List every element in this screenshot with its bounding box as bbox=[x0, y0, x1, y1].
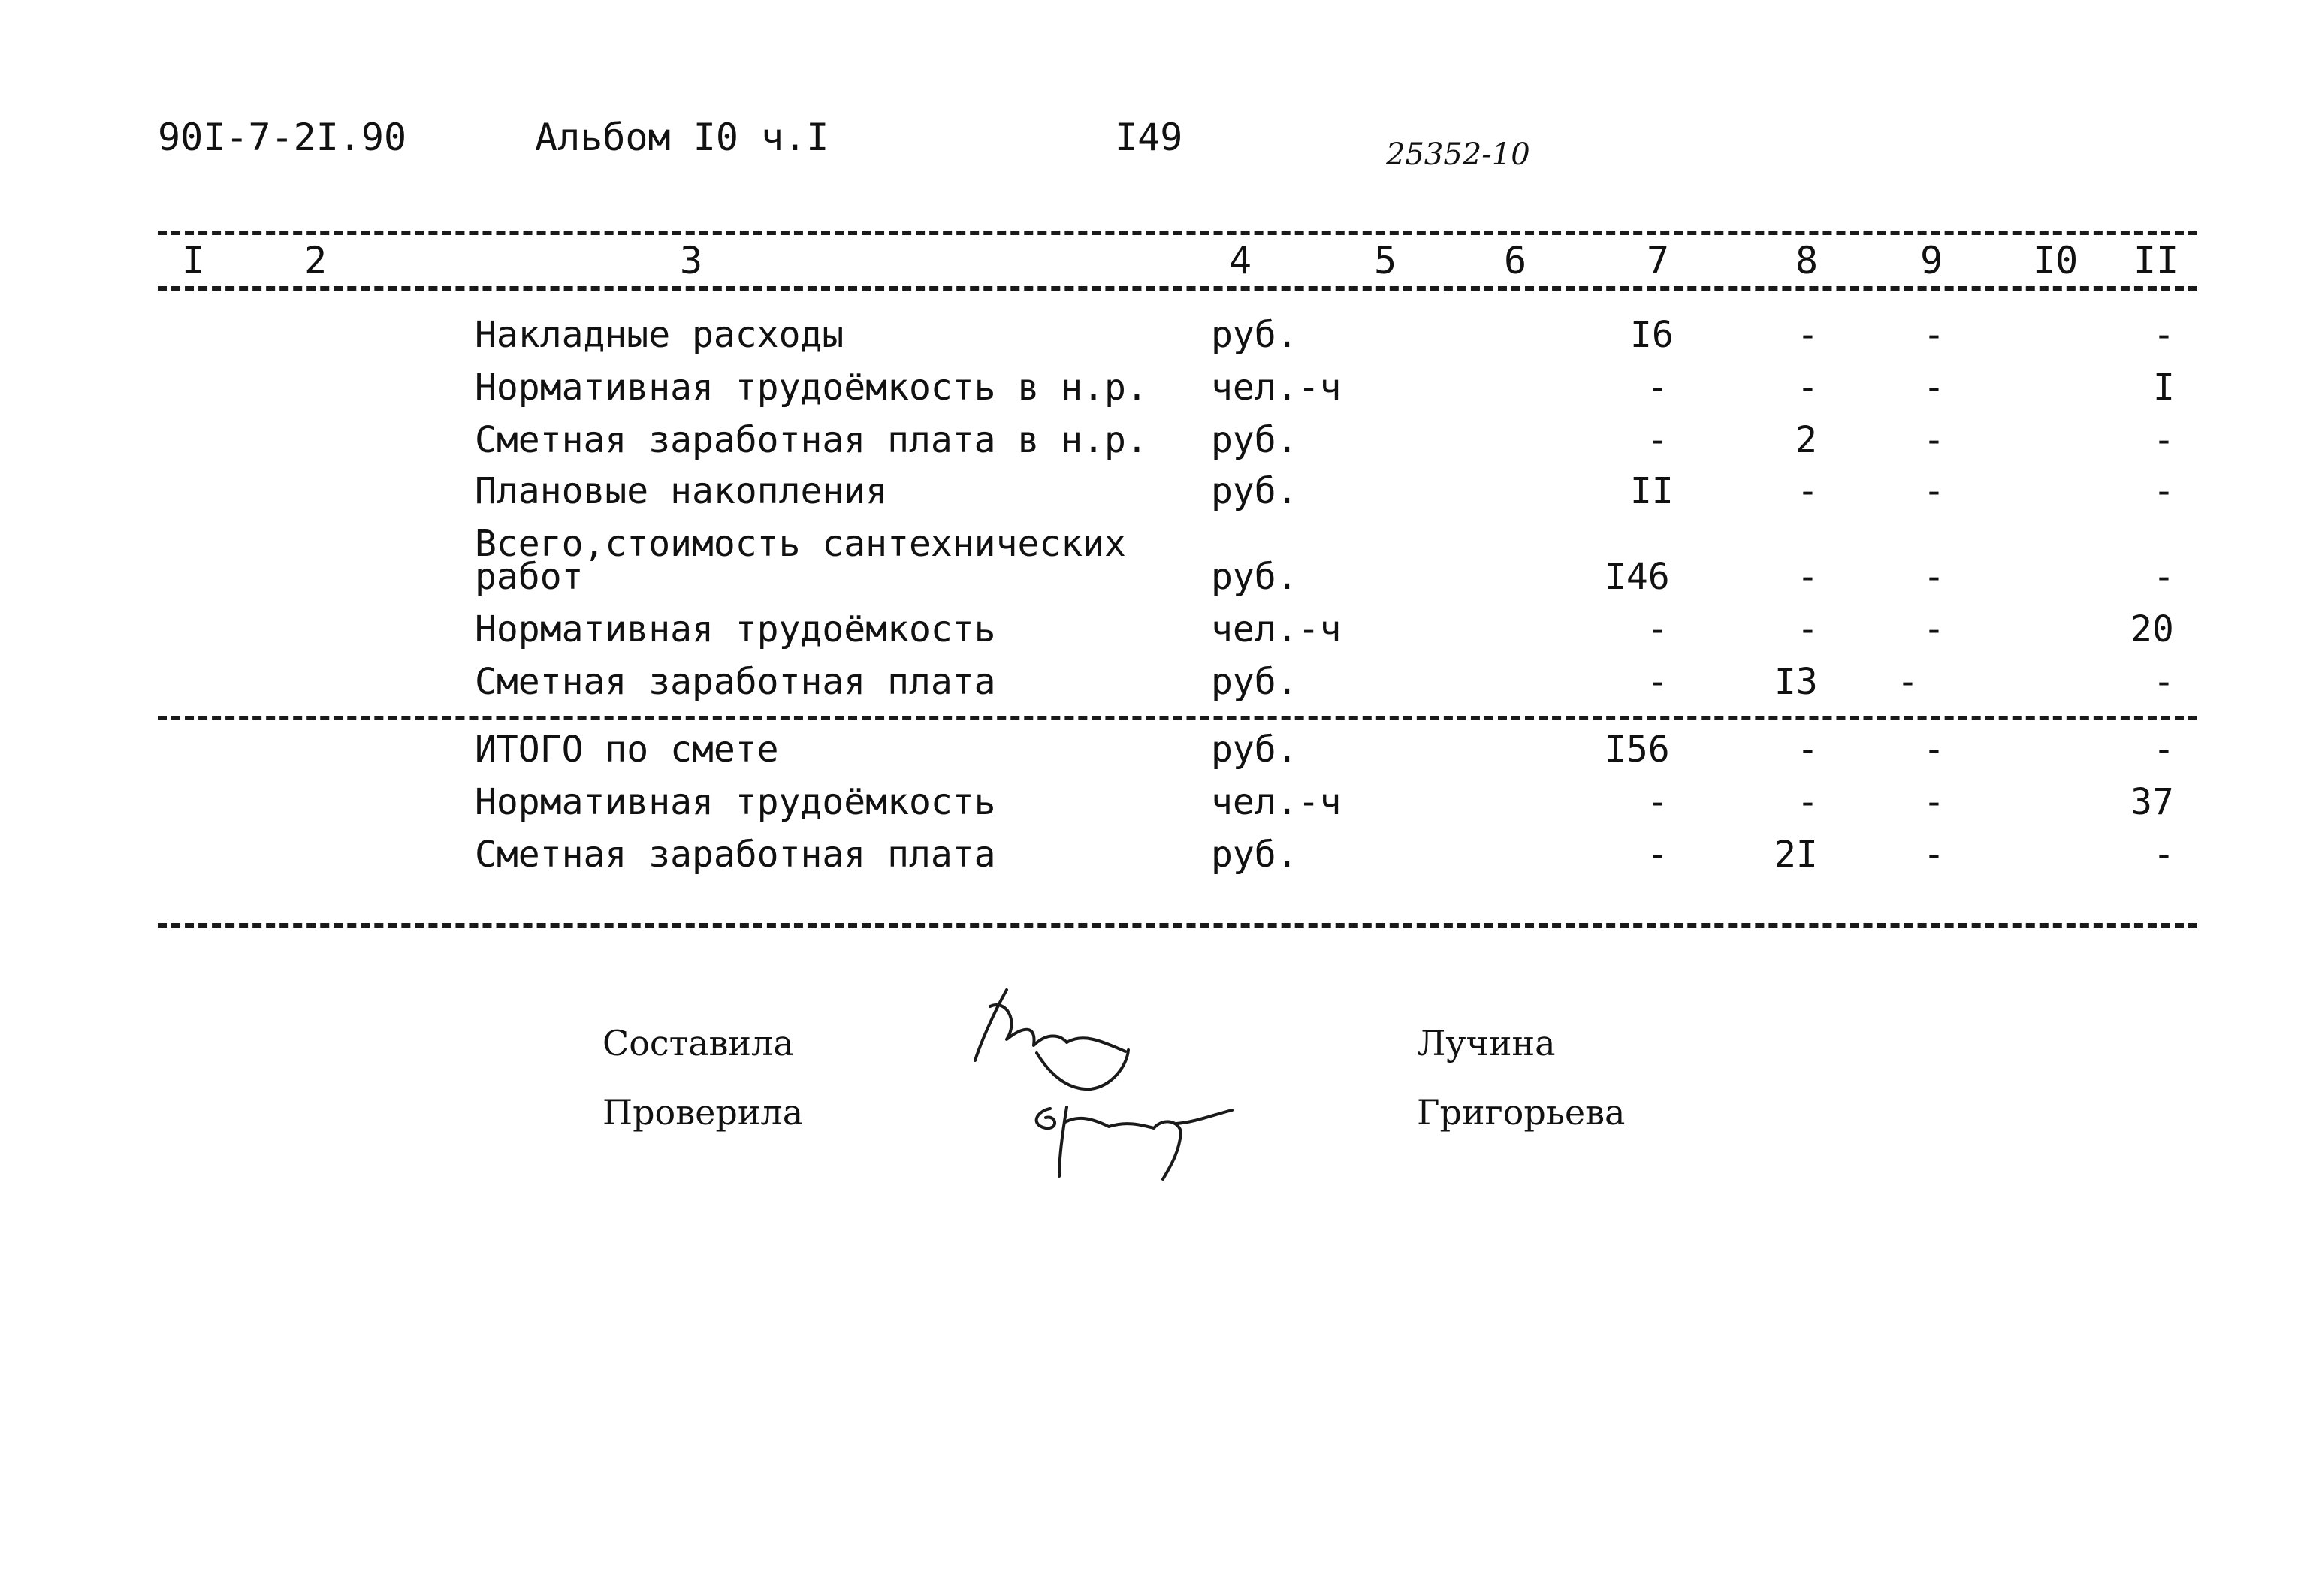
document-code: 90I-7-2I.90 bbox=[158, 116, 407, 159]
cell-col9: - bbox=[1923, 608, 1945, 650]
cell-col9: - bbox=[1923, 314, 1945, 356]
row-unit: руб. bbox=[1211, 314, 1298, 356]
cell-col11: - bbox=[2153, 729, 2175, 771]
cell-col7: - bbox=[1647, 419, 1668, 461]
page-number: I49 bbox=[1115, 116, 1183, 159]
cell-col8: - bbox=[1797, 729, 1819, 771]
cell-col11: - bbox=[2153, 419, 2175, 461]
cell-col9: - bbox=[1923, 834, 1945, 876]
cell-col8: - bbox=[1797, 470, 1819, 512]
row-label: Плановые накопления bbox=[475, 470, 888, 512]
cell-col7: - bbox=[1647, 834, 1668, 876]
row-unit: чел.-ч bbox=[1211, 367, 1342, 409]
row-label: ИТОГО по смете bbox=[475, 729, 779, 771]
cell-col11: - bbox=[2153, 834, 2175, 876]
cell-col11: 37 bbox=[2130, 781, 2174, 823]
album-label: Альбом I0 ч.I bbox=[535, 116, 829, 159]
row-unit: руб. bbox=[1211, 834, 1298, 876]
row-unit: руб. bbox=[1211, 470, 1298, 512]
signature-checker bbox=[1037, 1107, 1232, 1179]
column-number: I bbox=[182, 239, 205, 282]
row-label: Нормативная трудоёмкость в н.р. bbox=[475, 367, 1148, 409]
cell-col8: - bbox=[1797, 556, 1819, 598]
cell-col8: - bbox=[1797, 781, 1819, 823]
row-unit: руб. bbox=[1211, 729, 1298, 771]
row-unit: руб. bbox=[1211, 556, 1298, 598]
row-label: Нормативная трудоёмкость bbox=[475, 608, 996, 650]
cell-col7: - bbox=[1647, 661, 1668, 703]
cell-col8: - bbox=[1797, 314, 1819, 356]
compiled-by-name: Лучина bbox=[1417, 1023, 1556, 1063]
cell-col9: - bbox=[1923, 367, 1945, 409]
column-number: 8 bbox=[1795, 239, 1819, 282]
handwritten-number: 25352-10 bbox=[1386, 137, 1530, 172]
cell-col9: - bbox=[1897, 661, 1919, 703]
row-label: Всего,стоимость сантехнических bbox=[475, 523, 1126, 565]
cell-col9: - bbox=[1923, 419, 1945, 461]
cell-col11: - bbox=[2153, 556, 2175, 598]
row-unit: руб. bbox=[1211, 419, 1298, 461]
cell-col7: I6 bbox=[1630, 314, 1674, 356]
cell-col9: - bbox=[1923, 781, 1945, 823]
column-number: I0 bbox=[2033, 239, 2079, 282]
cell-col7: - bbox=[1647, 781, 1668, 823]
cell-col7: I46 bbox=[1605, 556, 1670, 598]
cell-col7: - bbox=[1647, 608, 1668, 650]
column-number: 2 bbox=[304, 239, 328, 282]
row-label: Сметная заработная плата bbox=[475, 834, 996, 876]
cell-col8: - bbox=[1797, 608, 1819, 650]
row-unit: чел.-ч bbox=[1211, 781, 1342, 823]
column-number: 4 bbox=[1229, 239, 1252, 282]
cell-col11: - bbox=[2153, 470, 2175, 512]
row-label: Сметная заработная плата bbox=[475, 661, 996, 703]
checked-by-label: Проверила bbox=[602, 1092, 804, 1133]
column-number: 7 bbox=[1647, 239, 1670, 282]
cell-col7: I56 bbox=[1605, 729, 1670, 771]
column-number: 5 bbox=[1374, 239, 1397, 282]
checked-by-name: Григорьева bbox=[1417, 1092, 1626, 1133]
column-number: II bbox=[2133, 239, 2179, 282]
cell-col8: - bbox=[1797, 367, 1819, 409]
cell-col8: 2I bbox=[1774, 834, 1818, 876]
column-number: 3 bbox=[680, 239, 703, 282]
row-label: Нормативная трудоёмкость bbox=[475, 781, 996, 823]
row-label: Накладные расходы bbox=[475, 314, 844, 356]
compiled-by-label: Составила bbox=[602, 1023, 794, 1063]
cell-col7: - bbox=[1647, 367, 1668, 409]
row-label-continuation: работ bbox=[475, 556, 584, 598]
cell-col7: II bbox=[1630, 470, 1674, 512]
cell-col11: - bbox=[2153, 661, 2175, 703]
cell-col8: I3 bbox=[1774, 661, 1818, 703]
row-unit: руб. bbox=[1211, 661, 1298, 703]
cell-col11: - bbox=[2153, 314, 2175, 356]
cell-col9: - bbox=[1923, 470, 1945, 512]
cell-col8: 2 bbox=[1795, 419, 1817, 461]
row-label: Сметная заработная плата в н.р. bbox=[475, 419, 1148, 461]
signature-compiler bbox=[975, 990, 1128, 1089]
row-unit: чел.-ч bbox=[1211, 608, 1342, 650]
cell-col9: - bbox=[1923, 556, 1945, 598]
cell-col11: I bbox=[2153, 367, 2175, 409]
cell-col9: - bbox=[1923, 729, 1945, 771]
cell-col11: 20 bbox=[2130, 608, 2174, 650]
column-number: 9 bbox=[1920, 239, 1943, 282]
column-number: 6 bbox=[1504, 239, 1527, 282]
